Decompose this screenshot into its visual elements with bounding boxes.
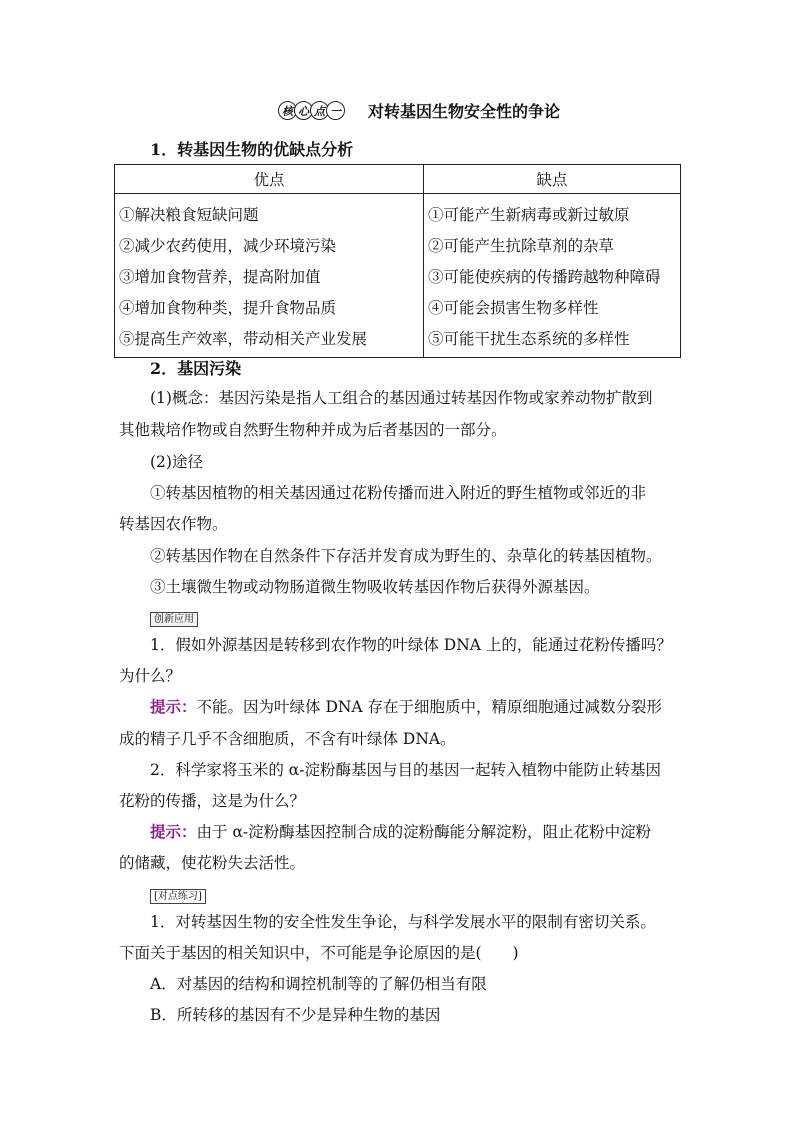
hint-label: 提示： [150, 697, 197, 716]
table-row [115, 322, 681, 358]
route1-line1: ①转基因植物的相关基因通过花粉传播而进入附近的野生植物或邻近的非 [150, 484, 647, 502]
section2-title: 2．基因污染 [150, 359, 242, 378]
table-cell: ⑤提高生产效率，带动相关产业发展 [115, 322, 424, 358]
badge-char: 心 [294, 101, 313, 120]
table-cell: ①可能产生新病毒或新过敏原 [424, 194, 681, 230]
hint-label: 提示： [150, 822, 197, 841]
badge-char: 核 [278, 101, 297, 120]
table-cell: ⑤可能干扰生态系统的多样性 [424, 322, 681, 358]
option-a[interactable]: A．对基因的结构和调控机制等的了解仍相当有限 [150, 975, 487, 993]
route2: ②转基因作物在自然条件下存活并发育成为野生的、杂草化的转基因植物。 [150, 547, 662, 565]
question2-line2: 花粉的传播，这是为什么？ [119, 792, 306, 810]
answer2-line2: 的储藏，使花粉失去活性。 [119, 854, 306, 872]
concept-line2: 其他栽培作物或自然野生物种并成为后者基因的一部分。 [119, 421, 507, 439]
route1-line2: 转基因农作物。 [119, 515, 228, 533]
question1-line2: 为什么？ [119, 667, 182, 685]
route3: ③土壤微生物或动物肠道微生物吸收转基因作物后获得外源基因。 [150, 578, 600, 596]
core-point-badge [278, 101, 342, 120]
table-cell: ③可能使疾病的传播跨越物种障碍 [424, 260, 681, 291]
table-header-pros: 优点 [115, 165, 424, 194]
answer1-line1 [150, 695, 662, 717]
table-cell: ①解决粮食短缺问题 [115, 194, 424, 230]
answer1-line2: 成的精子几乎不含细胞质，不含有叶绿体 DNA。 [119, 730, 456, 748]
section1-title: 1．转基因生物的优缺点分析 [150, 140, 354, 159]
table-header-cons: 缺点 [424, 165, 681, 194]
question1-line1: 1．假如外源基因是转移到农作物的叶绿体 DNA 上的，能通过花粉传播吗？ [150, 636, 672, 654]
innovation-tag: 创新应用 [150, 608, 198, 627]
question2-line1: 2．科学家将玉米的 α-淀粉酶基因与目的基因一起转入植物中能防止转基因 [150, 761, 661, 779]
table-cell: ②减少农药使用，减少环境污染 [115, 229, 424, 260]
table-row [115, 229, 681, 260]
badge-char: 点 [310, 101, 329, 120]
page-title: 对转基因生物安全性的争论 [368, 102, 561, 121]
concept-line1: (1)概念：基因污染是指人工组合的基因通过转基因作物或家养动物扩散到 [150, 389, 653, 407]
pros-cons-table [114, 164, 681, 358]
table-row [115, 260, 681, 291]
answer1-text: 不能。因为叶绿体 DNA 存在于细胞质中，精原细胞通过减数分裂形 [196, 698, 663, 716]
table-cell: ④可能会损害生物多样性 [424, 291, 681, 322]
practice-tag: [对点练习] [150, 885, 206, 904]
answer2-line1 [150, 820, 651, 842]
table-row [115, 291, 681, 322]
option-b[interactable]: B．所转移的基因有不少是异种生物的基因 [150, 1006, 441, 1024]
table-row [115, 194, 681, 230]
table-cell: ④增加食物种类，提升食物品质 [115, 291, 424, 322]
table-header-row [115, 165, 681, 194]
practice-question-line1: 1．对转基因生物的安全性发生争论，与科学发展水平的限制有密切关系。 [150, 913, 656, 931]
route-title: (2)途径 [150, 453, 203, 471]
practice-question-line2: 下面关于基因的相关知识中，不可能是争论原因的是( ) [119, 944, 519, 962]
table-cell: ②可能产生抗除草剂的杂草 [424, 229, 681, 260]
answer2-text: 由于 α-淀粉酶基因控制合成的淀粉酶能分解淀粉，阻止花粉中淀粉 [196, 823, 652, 841]
badge-char: 一 [326, 101, 345, 120]
section-heading [278, 99, 560, 122]
table-cell: ③增加食物营养，提高附加值 [115, 260, 424, 291]
